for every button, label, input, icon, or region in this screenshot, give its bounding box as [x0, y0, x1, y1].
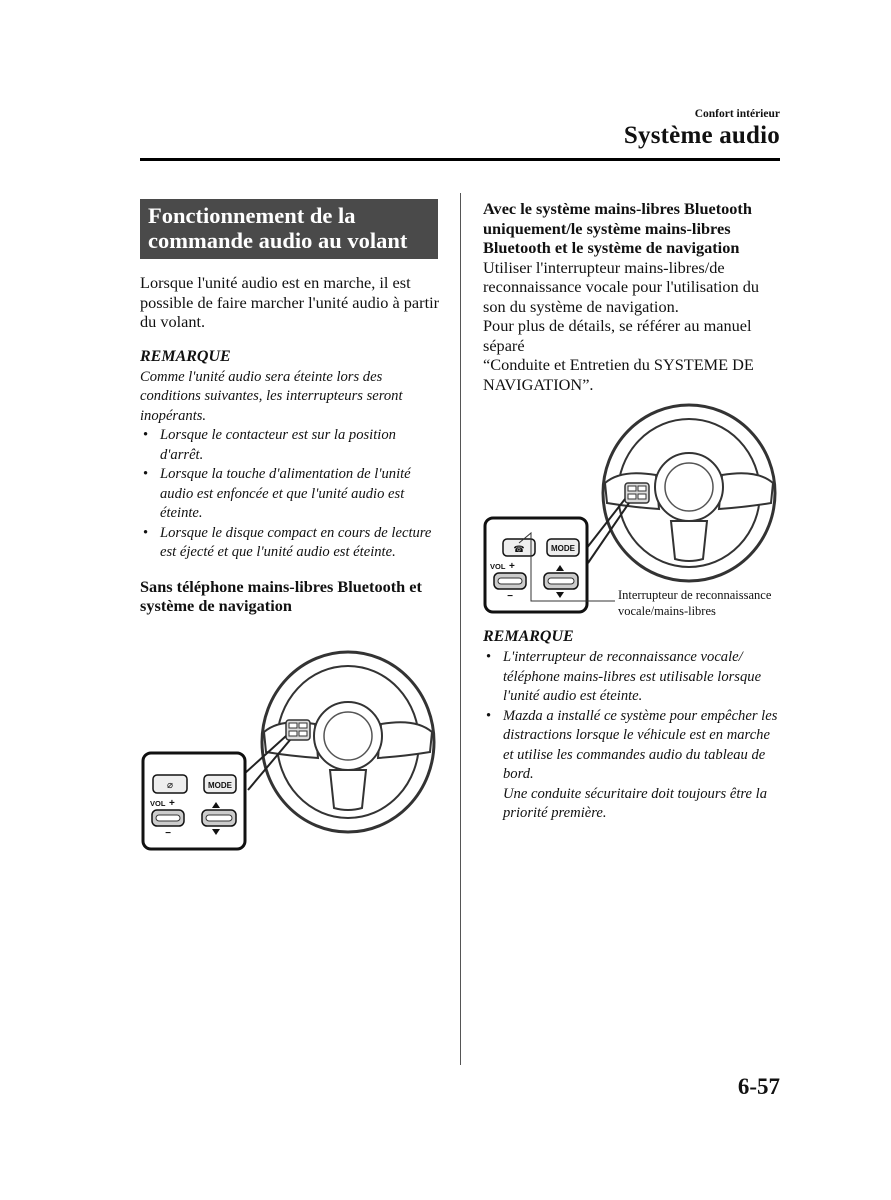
- note-heading: REMARQUE: [140, 347, 231, 365]
- mode-button-label: MODE: [208, 781, 232, 790]
- note-heading: REMARQUE: [483, 628, 574, 645]
- wheel-hub-center: [324, 712, 372, 760]
- list-item: • Lorsque le disque compact en cours de lecture est éjecté et que l'unité audio est éteinte.: [140, 524, 440, 563]
- section-title: [140, 199, 438, 259]
- vol-label: VOL: [490, 562, 506, 571]
- right-paragraph-3: “Conduite et Entretien du SYSTEME DE NAVIGATION”.: [483, 355, 754, 394]
- voice-phone-icon: ☎: [513, 545, 525, 555]
- right-paragraph-1: Utiliser l'interrupteur mains-libres/de reconnaissance vocale pour l'utilisation du son du système de navigation.: [483, 257, 760, 316]
- vol-plus-label: +: [509, 561, 515, 572]
- callout-label-line2: vocale/mains-libres: [618, 604, 716, 618]
- wheel-hub-center: [665, 463, 713, 511]
- list-item: • Mazda a installé ce système pour empêcher les distractions lorsque le véhicule est en marche et utilise les commandes audio du tableau de bord.: [483, 707, 783, 785]
- steering-wheel-figure-right: [483, 403, 783, 623]
- chapter-title: Système audio: [623, 122, 780, 149]
- callout-label-line1: Interrupteur de reconnaissance: [618, 588, 772, 602]
- section-title-line2: commande audio au volant: [148, 228, 408, 253]
- vol-minus-label: −: [165, 828, 171, 839]
- section-title-line1: Fonctionnement de la: [148, 203, 356, 228]
- column-divider: [460, 193, 461, 1065]
- right-note-block: [483, 628, 783, 824]
- list-item: • Lorsque la touche d'alimentation de l'unité audio est enfoncée et que l'unité audio est éteinte.: [140, 465, 440, 524]
- left-column: [140, 199, 440, 616]
- subheading-without-bluetooth: Sans téléphone mains-libres Bluetooth et système de navigation: [140, 576, 422, 615]
- wheel-spoke-right: [378, 722, 432, 758]
- list-item: • Lorsque le contacteur est sur la position d'arrêt.: [140, 426, 440, 465]
- note-list: [483, 648, 783, 785]
- mute-icon: ⌀: [166, 780, 174, 791]
- note-list: [140, 426, 440, 563]
- wheel-spoke-bottom: [671, 521, 707, 561]
- steering-wheel-figure-left: [140, 640, 440, 855]
- chapter-category: Confort intérieur: [694, 108, 780, 120]
- mode-button-label: MODE: [551, 544, 575, 553]
- page-number: 6-57: [737, 1074, 780, 1099]
- wheel-spoke-right: [719, 473, 773, 509]
- wheel-spoke-bottom: [330, 770, 366, 810]
- right-paragraph-2: Pour plus de détails, se référer au manuel séparé: [483, 316, 752, 355]
- note-continuation: Une conduite sécuritaire doit toujours être la priorité première.: [503, 785, 767, 821]
- header-rule: [140, 158, 780, 161]
- vol-label: VOL: [150, 799, 166, 808]
- intro-paragraph: Lorsque l'unité audio est en marche, il est possible de faire marcher l'unité audio à partir du volant.: [140, 273, 440, 331]
- list-item: • L'interrupteur de reconnaissance vocale/ téléphone mains-libres est utilisable lorsque l'unité audio est éteinte.: [483, 648, 783, 707]
- vol-plus-label: +: [169, 798, 175, 809]
- vol-minus-label: −: [507, 591, 513, 602]
- right-column: [483, 199, 783, 394]
- note-text: Comme l'unité audio sera éteinte lors des conditions suivantes, les interrupteurs seront inopérants.: [140, 368, 403, 424]
- subheading-with-bluetooth: Avec le système mains-libres Bluetooth uniquement/le système mains-libres Bluetooth et le système de navigation: [483, 199, 752, 257]
